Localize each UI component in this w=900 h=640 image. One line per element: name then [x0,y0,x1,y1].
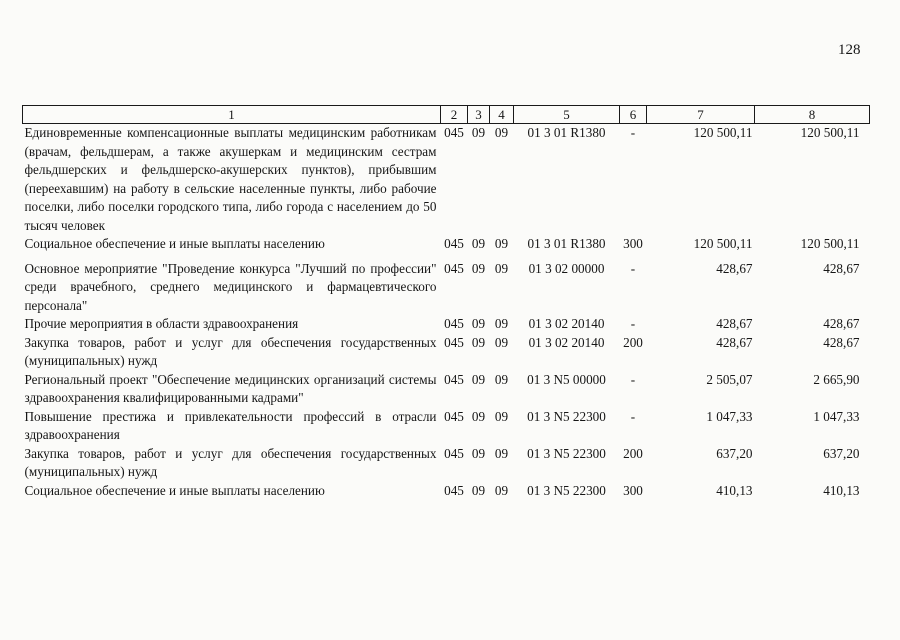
expense-type: - [630,408,636,424]
section-code: 09 [471,125,486,140]
ministry-code: 045 [444,445,464,461]
section-code: 09 [471,334,486,350]
section-code: 09 [471,482,486,498]
amount-1: 637,20 [716,445,753,461]
target-article: 01 3 N5 22300 [527,482,606,498]
section-code: 09 [471,260,486,276]
row-name: Закупка товаров, работ и услуг для обеспечения государственных (муниципальных) нужд [24,445,437,479]
subsection-code: 09 [494,236,509,251]
table-row [23,315,870,334]
ministry-code: 045 [444,236,464,251]
expense-type: 300 [623,236,643,251]
target-article: 01 3 02 20140 [528,334,605,350]
subsection-code: 09 [494,125,509,140]
amount-2: 120 500,11 [800,236,860,251]
amount-2: 428,67 [823,316,860,331]
ministry-code: 045 [444,334,464,350]
table-row [23,334,870,371]
budget-table [22,105,870,500]
subsection-code: 09 [494,371,509,387]
subsection-code: 09 [494,445,509,461]
expense-type: - [630,125,636,140]
row-name: Повышение престижа и привлекательности профессий в отрасли здравоохранения [24,408,437,442]
expense-type: 200 [623,334,643,350]
amount-1: 428,67 [716,316,753,331]
target-article: 01 3 02 20140 [528,316,605,331]
ministry-code: 045 [444,371,464,387]
target-article: 01 3 02 00000 [528,260,605,276]
row-name: Прочие мероприятия в области здравоохранения [24,316,299,331]
page-number: 128 [838,42,861,58]
subsection-code: 09 [494,316,509,331]
ministry-code: 045 [444,125,464,140]
row-name: Единовременные компенсационные выплаты медицинским работникам (врачам, фельдшерам, а также акушеркам и медицинским сестрам фельдшерских и фельдшерско-акушерских пунктов), прибывшим (переехавшим) на работу в сельские населенные пункты, либо рабочие поселки, либо поселки городского типа, либо города с населением до 50 тысяч человек [24,125,437,233]
target-article: 01 3 N5 00000 [527,371,606,387]
target-article: 01 3 01 R1380 [527,236,606,251]
amount-2: 2 665,90 [813,371,860,387]
table-row [23,260,870,316]
section-code: 09 [471,316,486,331]
section-code: 09 [471,408,486,424]
table-row [23,408,870,445]
amount-2: 120 500,11 [800,125,860,140]
section-code: 09 [471,236,486,251]
column-header: 2 [441,106,468,124]
ministry-code: 045 [444,260,464,276]
amount-1: 2 505,07 [706,371,753,387]
row-name: Региональный проект "Обеспечение медицинских организаций системы здравоохранения квалифицированными кадрами" [24,371,437,405]
amount-1: 1 047,33 [706,408,753,424]
ministry-code: 045 [444,316,464,331]
section-code: 09 [471,445,486,461]
expense-type: 200 [623,445,643,461]
column-header: 4 [490,106,514,124]
row-name: Закупка товаров, работ и услуг для обеспечения государственных (муниципальных) нужд [24,334,437,368]
amount-1: 120 500,11 [693,125,753,140]
row-name: Основное мероприятие "Проведение конкурса "Лучший по профессии" среди врачебного, среднего медицинского и фармацевтического персонала" [24,260,437,313]
expense-type: 300 [623,482,643,498]
amount-2: 428,67 [823,334,860,350]
table-row [23,124,870,236]
row-name: Социальное обеспечение и иные выплаты населению [24,236,325,251]
subsection-code: 09 [494,482,509,498]
subsection-code: 09 [494,334,509,350]
section-code: 09 [471,371,486,387]
amount-1: 428,67 [716,334,753,350]
amount-1: 410,13 [716,482,753,498]
expense-type: - [630,371,636,387]
target-article: 01 3 01 R1380 [527,125,606,140]
column-header: 8 [755,106,870,124]
amount-1: 428,67 [716,260,753,276]
table-row [23,235,870,260]
target-article: 01 3 N5 22300 [527,445,606,461]
table-row [23,371,870,408]
subsection-code: 09 [494,408,509,424]
expense-type: - [630,260,636,276]
table-row [23,445,870,482]
expense-type: - [630,316,636,331]
row-name: Социальное обеспечение и иные выплаты населению [24,482,325,498]
column-header: 6 [620,106,647,124]
amount-2: 410,13 [823,482,860,498]
amount-2: 1 047,33 [813,408,860,424]
subsection-code: 09 [494,260,509,276]
ministry-code: 045 [444,482,464,498]
table-row [23,482,870,501]
amount-1: 120 500,11 [693,236,753,251]
amount-2: 428,67 [823,260,860,276]
column-header: 3 [468,106,490,124]
column-header: 1 [23,106,441,124]
column-header: 7 [647,106,755,124]
ministry-code: 045 [444,408,464,424]
amount-2: 637,20 [823,445,860,461]
table-header-row [23,106,870,124]
column-header: 5 [514,106,620,124]
target-article: 01 3 N5 22300 [527,408,606,424]
